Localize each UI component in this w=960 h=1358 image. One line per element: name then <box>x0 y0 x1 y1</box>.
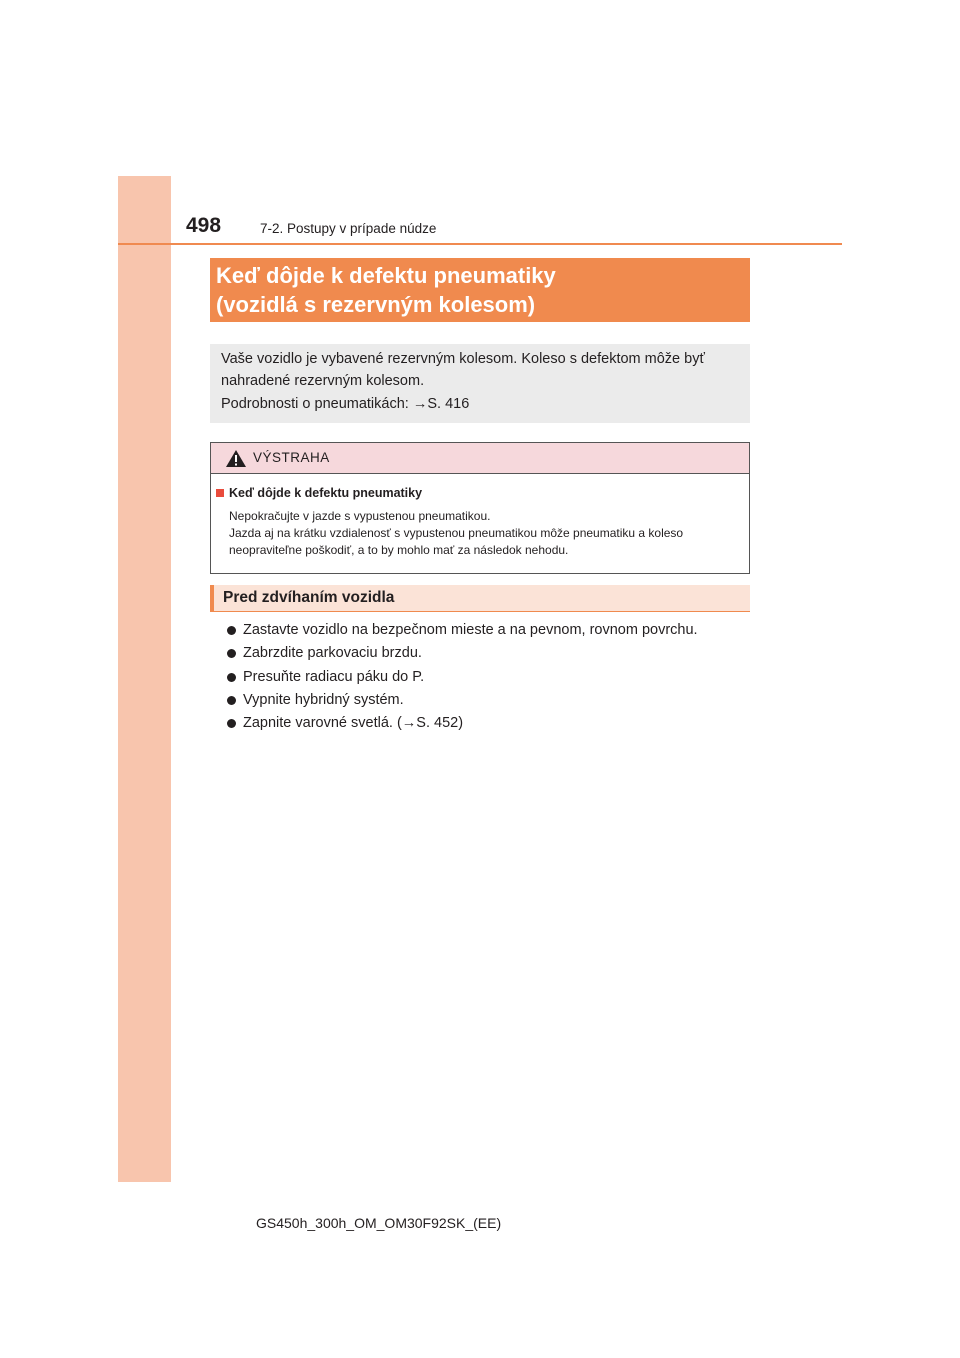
warning-body <box>229 508 744 559</box>
section-title-box <box>210 258 750 322</box>
bullet-dot-icon <box>227 719 236 728</box>
subsection-header <box>210 585 750 612</box>
warning-body-line: Jazda aj na krátku vzdialenosť s vypustenou pneumatikou môže pneumatiku a koleso <box>229 526 684 540</box>
warning-body-line: neopraviteľne poškodiť, a to by mohlo mať za následok nehodu. <box>229 543 569 557</box>
warning-header <box>211 443 749 474</box>
subsection-title: Pred zdvíhaním vozidla <box>223 589 395 606</box>
list-item-text: Zabrzdite parkovaciu brzdu. <box>243 645 422 662</box>
bullet-list <box>225 619 745 735</box>
header-rule <box>118 243 842 245</box>
intro-box <box>210 344 750 423</box>
list-item <box>225 666 745 689</box>
warning-body-line: Nepokračujte v jazde s vypustenou pneumatikou. <box>229 509 491 523</box>
warning-box <box>210 442 750 574</box>
bullet-dot-icon <box>227 673 236 682</box>
warning-item-heading-text: Keď dôjde k defektu pneumatiky <box>229 486 423 500</box>
list-item-text: Vypnite hybridný systém. <box>243 691 404 708</box>
title-line-1: Keď dôjde k defektu pneumatiky <box>216 263 556 288</box>
list-item <box>225 712 745 735</box>
bullet-dot-icon <box>227 626 236 635</box>
warning-triangle-icon <box>225 449 247 468</box>
list-item-text: Zapnite varovné svetlá. (→S. 452) <box>243 715 464 732</box>
page-number: 498 <box>186 214 222 237</box>
intro-reference: Podrobnosti o pneumatikách: →S. 416 <box>221 396 470 412</box>
side-color-band <box>118 176 171 1182</box>
footer-code: GS450h_300h_OM_OM30F92SK_(EE) <box>256 1215 502 1231</box>
list-item <box>225 689 745 712</box>
intro-line-1: Vaše vozidlo je vybavené rezervným kolesom. Koleso s defektom môže byť <box>221 351 705 367</box>
title-line-2: (vozidlá s rezervným kolesom) <box>216 292 536 317</box>
bullet-dot-icon <box>227 649 236 658</box>
intro-line-2: nahradené rezervným kolesom. <box>221 373 425 389</box>
list-item-text: Zastavte vozidlo na bezpečnom mieste a na pevnom, rovnom povrchu. <box>243 622 698 638</box>
list-item <box>225 642 745 665</box>
square-bullet-icon <box>216 489 224 497</box>
list-item <box>225 619 745 642</box>
list-item-text: Presuňte radiacu páku do P. <box>243 668 425 685</box>
warning-label: VÝSTRAHA <box>253 450 330 465</box>
running-head: 7-2. Postupy v prípade núdze <box>260 221 437 236</box>
warning-item-heading <box>216 486 422 500</box>
bullet-dot-icon <box>227 696 236 705</box>
